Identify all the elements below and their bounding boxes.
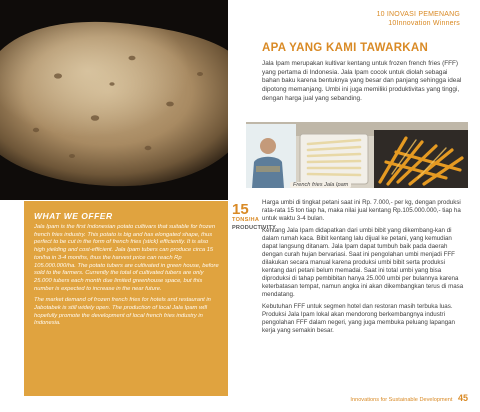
what-we-offer-paragraph-2: The market demand of frozen french fries for hotels and restaurant in Jabotabek is still widely open. The production of local Jala Ipam will hopefully promote the development of local french fries industry in Indonesia. [34,297,211,327]
productivity-label: PRODUCTIVITY [232,224,277,231]
right-paragraph-2: Kentang Jala Ipam didapatkan dari umbi bibit yang dikembang-kan di dalam rumah kaca. Bibit kentang lalu dijual ke petani, yang kemudian dapat langsung ditanam. Jala Ipam dapat tumbuh baik pada daerah dengan curah hujan bervariasi. Saat ini pengolahan umbi menjadi FFF dilakukan secara manual karena produksi umbi bibit serta produksi kentang dari petani belum memadai. Saat ini total umbi yang bisa diproduksi di tahap pembibitan hanya 25.000 umbi per bulannya karena keterbatasan tempat, namun angka ini akan dikembangkan terus di masa mendatang. [262,227,464,298]
page-number: 45 [457,393,468,403]
running-header-line-2: 10Innovation Winners [388,20,460,27]
potato-illustration [0,0,228,200]
page-footer [350,393,468,403]
what-we-offer-box [24,201,228,396]
photo-caption: French fries Jala Ipam [290,182,351,188]
running-header [377,10,460,28]
fries-photo-illustration [246,122,468,188]
productivity-value: 15 [232,201,249,218]
right-paragraph-3: Kebutuhan FFF untuk segmen hotel dan restoran masih terbuka luas. Produksi Jala Ipam lokal akan mendorong berkembangnya industri pengolahan FFF dalam negeri, yang juga membuka peluang lapangan kerja yang semakin besar. [262,303,455,334]
fries-photo [246,122,468,188]
section-title: APA YANG KAMI TAWARKAN [262,42,429,54]
what-we-offer-paragraph-1: Jala Ipam is the first Indonesian potato cultivars that suitable for frozen french fries industry. This potato is big and has elongated shape, thus perfect to be cut in the form of french fries (stick) efficiently. It is also high yielding and cost-efficient. Jala Ipam tubers can produce circa 15 ton/ha in 3-4 months, thus the harvest price can reach Rp 105.000.000/ha. The potato tubers are cultivated in green house, before sold to the farmers. Currently the total of cultivated tubers are only 25.000 tubers each month due limited greenhouse space, but this number is expected to increase in the near future. [34,224,219,292]
right-column-text [262,199,468,339]
footer-title: Innovations for Sustainable Development [350,397,453,403]
productivity-stat [232,201,277,231]
intro-paragraph: Jala Ipam merupakan kultivar kentang untuk frozen french fries (FFF) yang pertama di Indonesia. Jala Ipam cocok untuk diolah sebagai bahan baku karena bentuknya yang besar dan panjang sehingga ideal dipotong memanjang. Umbi ini juga memiliki produktivitas yang tinggi, dengan harga jual yang sebanding. [262,60,462,102]
what-we-offer-title: WHAT WE OFFER [34,211,113,221]
right-paragraph-1: Harga umbi di tingkat petani saat ini Rp. 7.000,- per kg, dengan produksi rata-rata 15 ton tiap ha, maka nilai jual kentang Rp.105.000.000,- tiap ha untuk waktu 3-4 bulan. [262,199,461,222]
potato-photo [0,0,228,200]
productivity-unit: TONS/HA [232,217,260,223]
running-header-line-1: 10 INOVASI PEMENANG [376,11,460,18]
